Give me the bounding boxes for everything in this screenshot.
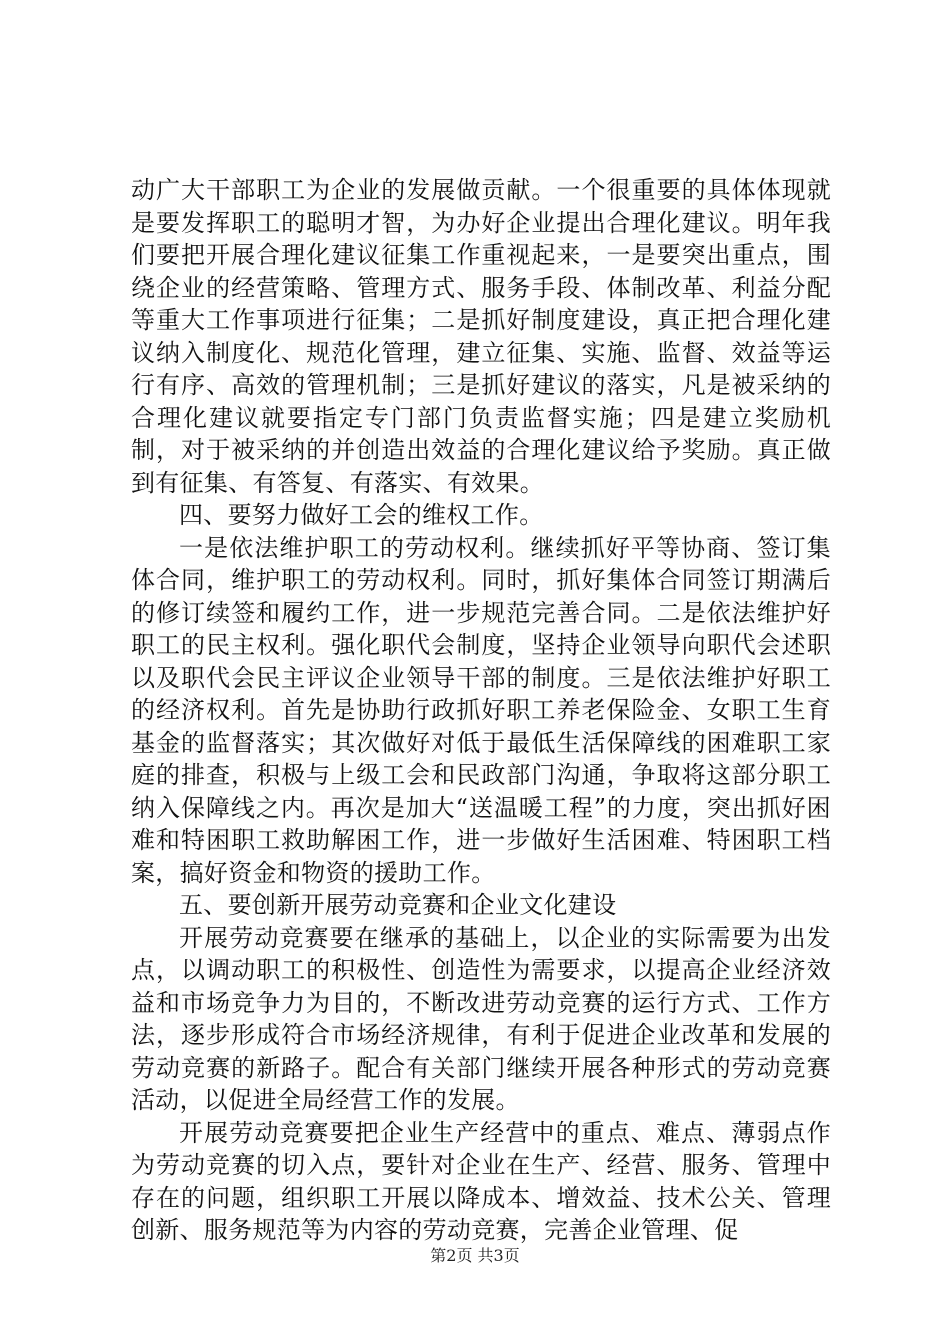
paragraph-2: 一是依法维护职工的劳动权利。继续抓好平等协商、签订集体合同，维护职工的劳动权利。同时，抓好集体合同签订期满后的修订续签和履约工作，进一步规范完善合同。二是依法维护好职工的民主权利。强化职代会制度，坚持企业领导向职代会述职以及职代会民主评议企业领导干部的制度。三是依法维护好职工的经济权利。首先是协助行政抓好职工养老保险金、女职工生育基金的监督落实；其次做好对低于最低生活保障线的困难职工家庭的排查，积极与上级工会和民政部门沟通，争取将这部分职工纳入保障线之内。再次是加大“送温暖工程”的力度，突出抓好困难和特困职工救助解困工作，进一步做好生活困难、特困职工档案，搞好资金和物资的援助工作。 [131,533,831,887]
document-body [131,174,831,1247]
paragraph-1: 动广大干部职工为企业的发展做贡献。一个很重要的具体体现就是要发挥职工的聪明才智，为办好企业提出合理化建议。明年我们要把开展合理化建议征集工作重视起来，一是要突出重点，围绕企业的经营策略、管理方式、服务手段、体制改革、利益分配等重大工作事项进行征集；二是抓好制度建设，真正把合理化建议纳入制度化、规范化管理，建立征集、实施、监督、效益等运行有序、高效的管理机制；三是抓好建议的落实，凡是被采纳的合理化建议就要指定专门部门负责监督实施；四是建立奖励机制，对于被采纳的并创造出效益的合理化建议给予奖励。真正做到有征集、有答复、有落实、有效果。 [131,176,831,497]
page-footer: 第2页 共3页 [430,1246,520,1265]
section-heading-4: 四、要努力做好工会的维权工作。 [179,501,544,529]
paragraph-3: 开展劳动竞赛要在继承的基础上，以企业的实际需要为出发点，以调动职工的积极性、创造性为需要求，以提高企业经济效益和市场竞争力为目的，不断改进劳动竞赛的运行方式、工作方法，逐步形成符合市场经济规律，有利于促进企业改革和发展的劳动竞赛的新路子。配合有关部门继续开展各种形式的劳动竞赛活动，以促进全局经营工作的发展。 [131,923,831,1114]
paragraph-4: 开展劳动竞赛要把企业生产经营中的重点、难点、薄弱点作为劳动竞赛的切入点，要针对企业在生产、经营、服务、管理中存在的问题，组织职工开展以降成本、增效益、技术公关、管理创新、服务规范等为内容的劳动竞赛，完善企业管理、促 [131,1118,831,1244]
section-heading-5: 五、要创新开展劳动竞赛和企业文化建设 [179,891,617,919]
